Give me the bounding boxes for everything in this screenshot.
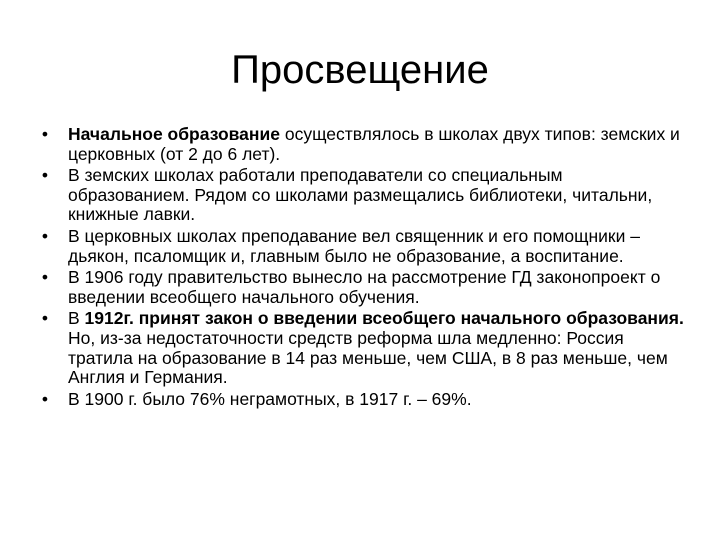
- bullet-text: Но, из-за недостаточности средств реформа шла медленно: Россия тратила на образование в 14 раз меньше, чем США, в 8 раз меньше, чем Англия и Германия.: [68, 327, 668, 388]
- bullet-list: [38, 125, 688, 411]
- bullet-item: [38, 125, 688, 164]
- bullet-dot: •: [41, 267, 49, 288]
- bullet-text: В земских школах работали преподаватели со специальным образованием. Рядом со школами размещались библиотеки, читальни, книжные лавки.: [68, 165, 653, 225]
- bullet-dot: •: [41, 225, 49, 246]
- bullet-item: [38, 166, 688, 225]
- bullet-dot: •: [41, 165, 49, 186]
- slide-title: Просвещение: [231, 48, 489, 92]
- bullet-bold-text: 1912г. принят закон о введении всеобщего начального образования.: [84, 308, 684, 329]
- bullet-text: В: [68, 308, 85, 329]
- bullet-dot: •: [41, 124, 49, 144]
- bullet-item: [38, 309, 688, 387]
- bullet-text: В 1900 г. было 76% неграмотных, в 1917 г. – 69%.: [68, 388, 472, 409]
- bullet-text: осуществлялось в школах двух типов: земских и церковных (от 2 до 6 лет).: [68, 124, 680, 164]
- bullet-dot: •: [41, 388, 49, 409]
- bullet-dot: •: [41, 308, 49, 329]
- bullet-bold-text: Начальное образование: [68, 124, 280, 144]
- bullet-item: [38, 268, 688, 307]
- bullet-text: В церковных школах преподавание вел священник и его помощники – дьякон, псаломщик и, главным было не образование, а воспитание.: [68, 225, 640, 266]
- bullet-item: [38, 227, 688, 266]
- bullet-item: [38, 390, 688, 410]
- bullet-text: В 1906 году правительство вынесло на рассмотрение ГД законопроект о введении всеобщего начального обучения.: [68, 267, 661, 307]
